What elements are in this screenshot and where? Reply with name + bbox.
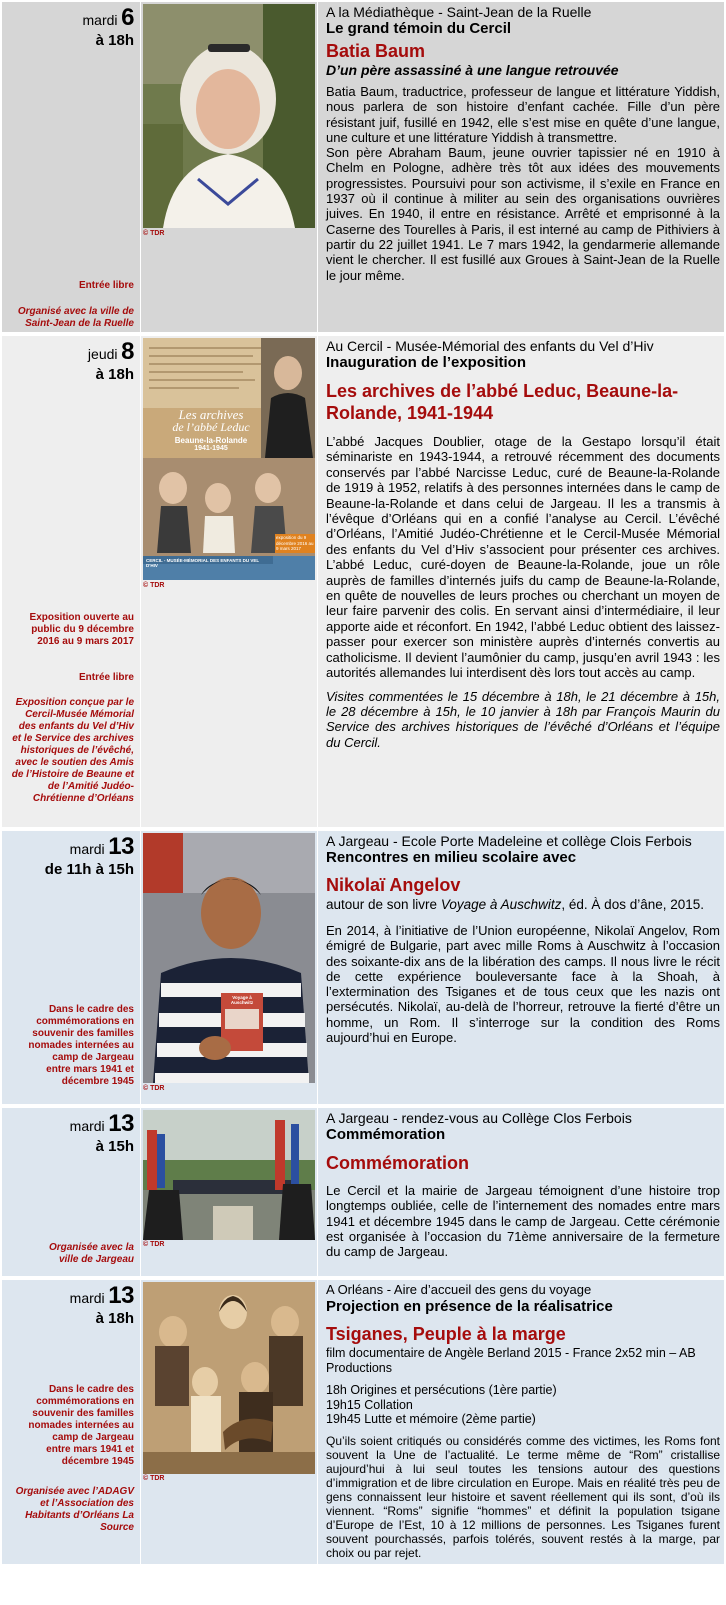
event-day: mardi (69, 841, 105, 857)
poster-years: 1941-1945 (194, 445, 228, 452)
photo-credit: © TDR (143, 1085, 165, 1092)
event-time: de 11h à 15h (44, 861, 134, 878)
event-organizer-note: Organisée avec l’ADAGV et l’Association des Habitants d’Orléans La Source (15, 1486, 134, 1533)
poster-text (161, 408, 261, 452)
event-day-number: 13 (108, 1282, 134, 1309)
event-day-number: 13 (108, 1110, 134, 1137)
event-paragraph: Son père Abraham Baum, jeune ouvrier tapissier né en 1910 à Chelm en Pologne, adhère très tôt aux idées des mouvements progressistes. Poursuivi pour son activisme, il s’exile en France en 1937 où il continue à militer au sein des organisations ouvrières juives. En 1940, il entre en résistance. Arrêté et emprisonné à la Caserne des Tourelles à Paris, il est interné au camp de Pithiviers à partir du 22 juillet 1941. Le 7 mars 1942, la gendarmerie allemande vient le chercher. Il est fusillé aux Groues à Saint-Jean de la Ruelle le jour même. (326, 145, 720, 283)
event-date-column (2, 1280, 140, 1564)
photo-credit: © TDR (143, 582, 165, 589)
event-organizer-note: Exposition conçue par le Cercil-Musée Mémorial des enfants du Vel d’Hiv et le Service des archives historiques de l’évêché, avec le soutien des Amis de l’Histoire de Beaune et de l’Amitié Judéo-Chrétienne d’Orléans (11, 697, 134, 804)
event-kicker: Rencontres en milieu scolaire avec (326, 849, 577, 866)
event-day: jeudi (87, 346, 118, 362)
event-image-column (141, 831, 317, 1104)
event-title: Tsiganes, Peuple à la marge (326, 1324, 566, 1344)
event-nikolai-angelov (0, 829, 726, 1106)
event-date-column (2, 831, 140, 1104)
event-title: Les archives de l’abbé Leduc, Beaune-la-Rolande, 1941-1944 (326, 381, 679, 423)
event-book-info (326, 897, 720, 913)
event-day: mardi (69, 1118, 105, 1134)
event-note: Entrée libre (78, 672, 134, 683)
event-title: Batia Baum (326, 41, 426, 61)
event-text-column (318, 2, 724, 332)
event-note: Entrée libre (78, 280, 134, 291)
event-time: à 18h (95, 1310, 134, 1327)
event-text-column (318, 336, 724, 827)
event-paragraph: L’abbé Jacques Doublier, otage de la Gestapo lorsqu’il était séminariste en 1943-1944, a retrouvé récemment des documents conservés par l’abbé Narcisse Leduc, curé de Beaune-la-Rolande de 1919 à 1952, relatifs à des personnes internées dans le camp de Beaune-la-Rolande et dans celui de Jargeau. Il les a transmis à l’évêque d’Orléans qui en a confié l’analyse au Cercil. L’évêché d’Orléans, l’Amitié Judéo-Chrétienne et le Cercil-Musée Mémorial des enfants du Vel d’Hiv s’associent pour présenter ces archives. L’abbé Leduc, curé-doyen de Beaune-la-Rolande, joue un rôle auprès de familles d’internés juifs du camp de Beaune-la-Rolande, en quête de nouvelles de leurs proches ou cherchant un moyen de leur faire parvenir des colis. En servant ainsi d’intermédiaire, il leur apporte aide et réconfort. En 1942, l’abbé Leduc obtient des laissez-passer pour exercer son ministère auprès d’internés convertis au catholicisme. Il devient l’aumônier du camp, jusqu’en avril 1943 : les autorités allemandes lui interdisent dès lors tout accès au camp. (326, 434, 720, 681)
ceremony-photo (143, 1110, 315, 1240)
poster-place: Beaune-la-Rolande (174, 436, 248, 445)
book-title: Voyage à Auschwitz (440, 897, 562, 912)
event-title: Nikolaï Angelov (326, 875, 461, 895)
portrait-photo (143, 833, 315, 1083)
event-description (326, 923, 720, 1045)
photo-credit: © TDR (143, 1475, 165, 1482)
event-day: mardi (69, 1290, 105, 1306)
event-venue: Au Cercil - Musée-Mémorial des enfants du Vel d’Hiv (326, 338, 654, 354)
event-title: Commémoration (326, 1153, 470, 1173)
event-description (326, 1434, 720, 1560)
event-text-column (318, 1108, 724, 1276)
event-date (45, 833, 134, 878)
schedule-item: 18h Origines et persécutions (1ère partie) (326, 1383, 557, 1397)
event-note: Dans le cadre des commémorations en souvenir des familles nomades internées au camp de Jargeau entre mars 1941 et décembre 1945 (28, 1004, 134, 1087)
event-venue: A Jargeau - Ecole Porte Madeleine et collège Clois Ferbois (326, 833, 692, 849)
poster-title: Les archives (178, 407, 244, 422)
event-organizer-note: Organisé avec la ville de Saint-Jean de la Ruelle (17, 306, 134, 329)
event-time: à 18h (95, 366, 134, 383)
event-kicker: Projection en présence de la réalisatrice (326, 1298, 613, 1315)
event-paragraph: Batia Baum, traductrice, professeur de langue et littérature Yiddish, nous parlera de son histoire d’enfant cachée. Fille d’un père résistant juif, fusillé en 1942, elle s’est mise en quête d’une langue, une culture et une littérature Yiddish à transmettre. (326, 84, 720, 145)
event-description (326, 1183, 720, 1259)
event-text-column (318, 831, 724, 1104)
event-day-number: 6 (121, 4, 134, 31)
exhibition-poster (143, 338, 315, 580)
event-image-column (141, 1280, 317, 1564)
event-organizer-note: Organisée avec la ville de Jargeau (48, 1242, 134, 1265)
event-venue: A Jargeau - rendez-vous au Collège Clos Ferbois (326, 1110, 632, 1126)
event-commemoration (0, 1106, 726, 1278)
event-time: à 15h (95, 1138, 134, 1155)
event-paragraph: Qu’ils soient critiqués ou considérés comme des victimes, les Roms font souvent la Une de l’actualité. Le terme même de “Rom” cristallise aujourd’hui à lui seul toutes les tensions autour des questions d’immigration et de libre circulation en Europe. Mais en réalité très peu de gens connaissent leur histoire et savent réellement qui ils sont, d’où ils viennent. “Roms” signifie “hommes” et définit la population tsigane d’Europe de l’Est, 10 à 12 millions de personnes. Les Tsiganes furent souvent pourchassés, parfois tolérés, souvent restés à la marge, par choix ou par rejet. (326, 1433, 720, 1560)
film-info: film documentaire de Angèle Berland 2015 - France 2x52 min – AB Productions (326, 1346, 696, 1375)
archive-photo (143, 1282, 315, 1474)
book-info-suffix: , éd. À dos d’âne, 2015. (561, 897, 705, 912)
guided-tours-note: Visites commentées le 15 décembre à 18h, le 21 décembre à 15h, le 28 décembre à 15h, le 10 janvier à 18h par François Maurin du Service des archives historiques de l’évêché d’Orléans et l’équipe du Cercil. (326, 688, 720, 750)
event-date-column (2, 2, 140, 332)
event-date-column (2, 336, 140, 827)
event-kicker: Le grand témoin du Cercil (326, 20, 512, 37)
event-day: mardi (82, 12, 118, 28)
schedule-item: 19h45 Lutte et mémoire (2ème partie) (326, 1412, 536, 1426)
event-image-column (141, 2, 317, 332)
event-day-number: 13 (108, 833, 134, 860)
event-kicker: Inauguration de l’exposition (326, 354, 527, 371)
poster-footer: CERCIL - MUSÉE-MÉMORIAL DES ENFANTS DU VEL D'HIV (146, 558, 260, 568)
event-batia-baum (0, 0, 726, 334)
event-image-column (141, 336, 317, 827)
poster-dates: exposition du 9 décembre 2016 au 9 mars 2017 (276, 535, 314, 551)
event-text-column (318, 1280, 724, 1564)
photo-credit: © TDR (143, 230, 165, 237)
event-note: Dans le cadre des commémorations en souvenir des familles nomades internées au camp de Jargeau entre mars 1941 et décembre 1945 (28, 1384, 134, 1467)
event-paragraph: En 2014, à l’initiative de l’Union européenne, Nikolaï Angelov, Rom émigré de Bulgarie, part avec mille Roms à Auschwitz à l’occasion des soixante-dix ans de la libération des camps. Il nous livre le récit de cette expérience bouleversante face à la Shoah, à l’extermination des Tsiganes et de tous ceux que les nazis ont persécutés. Nikolaï, au-delà de l’horreur, retrouve la fierté d’être un homme, un Rom. Il s’interroge sur la condition des Roms aujourd’hui en Europe. (326, 923, 720, 1046)
portrait-photo (143, 4, 315, 228)
event-archives-leduc (0, 334, 726, 829)
event-date (70, 1110, 134, 1155)
event-date (88, 338, 134, 383)
event-date (83, 4, 135, 49)
event-venue: A la Médiathèque - Saint-Jean de la Ruelle (326, 4, 592, 20)
event-venue: A Orléans - Aire d’accueil des gens du voyage (326, 1282, 592, 1297)
event-paragraph: Le Cercil et la mairie de Jargeau témoignent d’une histoire trop longtemps oubliée, celle de l’internement des nomades entre mars 1941 et décembre 1945 dans le camp de Jargeau. Cette cérémonie est organisée à l’occasion du 71ème anniversaire de la fermeture du camp de Jargeau. (326, 1183, 720, 1260)
event-day-number: 8 (121, 338, 134, 365)
event-date (70, 1282, 134, 1327)
photo-credit: © TDR (143, 1241, 165, 1248)
event-note: Exposition ouverte au public du 9 décembre 2016 au 9 mars 2017 (29, 612, 134, 647)
book-cover-title: Voyage à Auschwitz (230, 995, 254, 1005)
poster-subtitle: de l’abbé Leduc (172, 420, 250, 434)
event-description (326, 434, 720, 750)
event-time: à 18h (95, 32, 134, 49)
event-subtitle: D’un père assassiné à une langue retrouvée (326, 62, 619, 78)
book-info-prefix: autour de son livre (326, 897, 441, 912)
screening-schedule (326, 1383, 720, 1427)
event-date-column (2, 1108, 140, 1276)
event-tsiganes-film (0, 1278, 726, 1566)
event-description (326, 84, 720, 283)
schedule-item: 19h15 Collation (326, 1397, 413, 1412)
event-image-column (141, 1108, 317, 1276)
event-kicker: Commémoration (326, 1126, 446, 1143)
